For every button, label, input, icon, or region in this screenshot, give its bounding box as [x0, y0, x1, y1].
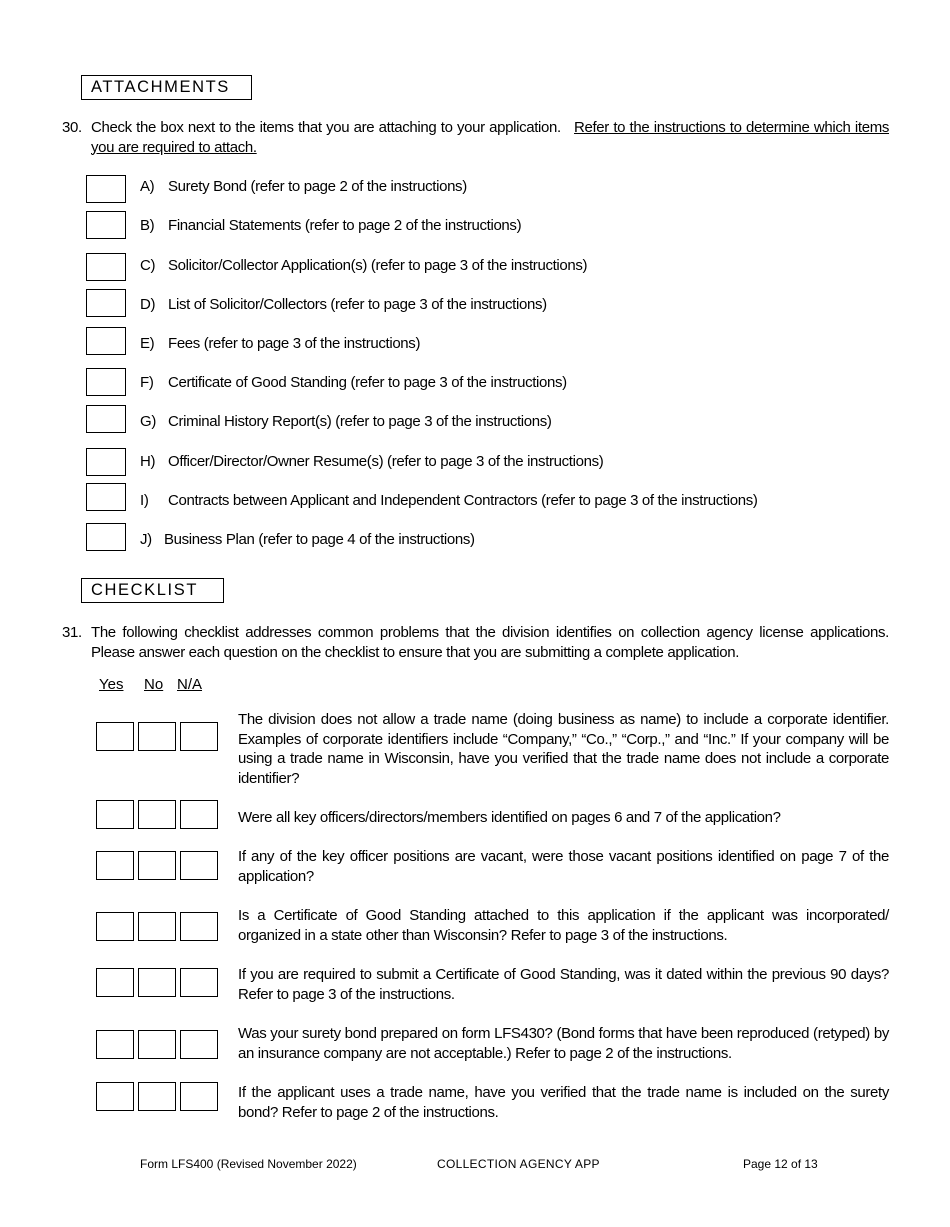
checklist-5-yes-box[interactable]	[96, 968, 134, 997]
checklist-1-na-box[interactable]	[180, 722, 218, 751]
checklist-question-7: If the applicant uses a trade name, have you verified that the trade name is included on the surety bond? Refer to page 2 of the instructions.	[238, 1084, 889, 1121]
attachment-item-h	[140, 452, 603, 472]
attachment-letter: J)	[140, 531, 152, 548]
attachment-letter: G)	[140, 413, 156, 430]
checklist-3-na-box[interactable]	[180, 851, 218, 880]
attachment-letter: A)	[140, 178, 155, 195]
question-30-note: Refer to the instructions to determine which items you are required to attach.	[91, 119, 890, 156]
column-header-no: No	[144, 676, 164, 693]
checklist-question-2: Were all key officers/directors/members identified on pages 6 and 7 of the application?	[238, 809, 781, 826]
attachment-item-j	[140, 530, 475, 550]
checklist-1-no-box[interactable]	[138, 722, 176, 751]
question-30-text	[91, 118, 889, 157]
attachment-letter: F)	[140, 374, 154, 391]
footer-page-number: Page 12 of 13	[743, 1157, 818, 1171]
checklist-6-yes-box[interactable]	[96, 1030, 134, 1059]
attachment-letter: C)	[140, 257, 156, 274]
attachment-checkbox-i[interactable]	[86, 483, 126, 511]
attachment-label: Financial Statements (refer to page 2 of the instructions)	[168, 217, 522, 234]
attachment-letter: H)	[140, 453, 156, 470]
checklist-4-na-box[interactable]	[180, 912, 218, 941]
attachment-label: Fees (refer to page 3 of the instructions)	[168, 335, 421, 352]
question-31-number: 31.	[62, 624, 82, 641]
attachment-checkbox-c[interactable]	[86, 253, 126, 281]
attachment-letter: E)	[140, 335, 155, 352]
attachment-checkbox-b[interactable]	[86, 211, 126, 239]
checklist-question-4: Is a Certificate of Good Standing attached to this application if the applicant was incorporated/ organized in a state other than Wisconsin? Refer to page 3 of the instructions.	[238, 907, 889, 944]
attachment-label: Criminal History Report(s) (refer to page 3 of the instructions)	[168, 413, 552, 430]
checklist-5-no-box[interactable]	[138, 968, 176, 997]
column-header-na: N/A	[177, 676, 203, 693]
checklist-6-na-box[interactable]	[180, 1030, 218, 1059]
attachment-letter: B)	[140, 217, 155, 234]
attachments-header: ATTACHMENTS	[81, 75, 252, 100]
attachment-label: Officer/Director/Owner Resume(s) (refer to page 3 of the instructions)	[168, 453, 604, 470]
checklist-4-yes-box[interactable]	[96, 912, 134, 941]
attachment-label: Contracts between Applicant and Independent Contractors (refer to page 3 of the instructions)	[168, 492, 758, 509]
attachment-item-d	[140, 295, 547, 315]
checklist-7-yes-box[interactable]	[96, 1082, 134, 1111]
attachment-item-a	[140, 177, 467, 197]
checklist-2-no-box[interactable]	[138, 800, 176, 829]
question-30-number: 30.	[62, 119, 82, 136]
attachment-letter: D)	[140, 296, 156, 313]
attachment-checkbox-h[interactable]	[86, 448, 126, 476]
checklist-2-yes-box[interactable]	[96, 800, 134, 829]
checklist-4-no-box[interactable]	[138, 912, 176, 941]
attachment-item-g	[140, 412, 552, 432]
attachment-checkbox-a[interactable]	[86, 175, 126, 203]
checklist-3-yes-box[interactable]	[96, 851, 134, 880]
checklist-5-na-box[interactable]	[180, 968, 218, 997]
attachment-item-e	[140, 334, 420, 354]
checklist-7-na-box[interactable]	[180, 1082, 218, 1111]
checklist-question-6: Was your surety bond prepared on form LFS430? (Bond forms that have been reproduced (retyped) by an insurance company are not acceptable.) Refer to page 2 of the instructions.	[238, 1025, 889, 1062]
attachment-item-b	[140, 216, 521, 236]
checklist-header: CHECKLIST	[81, 578, 224, 603]
checklist-3-no-box[interactable]	[138, 851, 176, 880]
attachment-label: Certificate of Good Standing (refer to page 3 of the instructions)	[168, 374, 567, 391]
checklist-question-3: If any of the key officer positions are vacant, were those vacant positions identified on page 7 of the application?	[238, 848, 889, 885]
attachment-letter: I)	[140, 492, 149, 509]
question-30-instruction: Check the box next to the items that you are attaching to your application.	[91, 119, 561, 136]
attachment-label: Solicitor/Collector Application(s) (refer to page 3 of the instructions)	[168, 257, 588, 274]
attachment-item-f	[140, 373, 567, 393]
attachment-checkbox-g[interactable]	[86, 405, 126, 433]
checklist-1-yes-box[interactable]	[96, 722, 134, 751]
question-31-text: The following checklist addresses common problems that the division identifies on collection agency license applications. Please answer each question on the checklist to ensure that you are submitting a complete application.	[91, 624, 889, 661]
attachment-item-i	[140, 491, 758, 511]
attachment-label: Business Plan (refer to page 4 of the instructions)	[164, 531, 475, 548]
checklist-question-5: If you are required to submit a Certificate of Good Standing, was it dated within the previous 90 days? Refer to page 3 of the instructions.	[238, 966, 889, 1003]
attachment-checkbox-d[interactable]	[86, 289, 126, 317]
attachment-label: List of Solicitor/Collectors (refer to page 3 of the instructions)	[168, 296, 547, 313]
checklist-7-no-box[interactable]	[138, 1082, 176, 1111]
attachment-checkbox-j[interactable]	[86, 523, 126, 551]
footer-form-id: Form LFS400 (Revised November 2022)	[140, 1157, 357, 1171]
checklist-6-no-box[interactable]	[138, 1030, 176, 1059]
column-header-yes: Yes	[99, 676, 124, 693]
attachment-checkbox-f[interactable]	[86, 368, 126, 396]
checklist-2-na-box[interactable]	[180, 800, 218, 829]
checklist-question-1: The division does not allow a trade name (doing business as name) to include a corporate identifier. Examples of corporate identifiers include “Company,” “Co.,” “Corp.,” and “Inc.” If your company will be using a trade name in Wisconsin, have you verified that the trade name does not include a corporate identifier?	[238, 711, 889, 787]
footer-title: COLLECTION AGENCY APP	[437, 1157, 600, 1171]
attachment-checkbox-e[interactable]	[86, 327, 126, 355]
attachment-item-c	[140, 256, 587, 276]
attachment-label: Surety Bond (refer to page 2 of the instructions)	[168, 178, 467, 195]
